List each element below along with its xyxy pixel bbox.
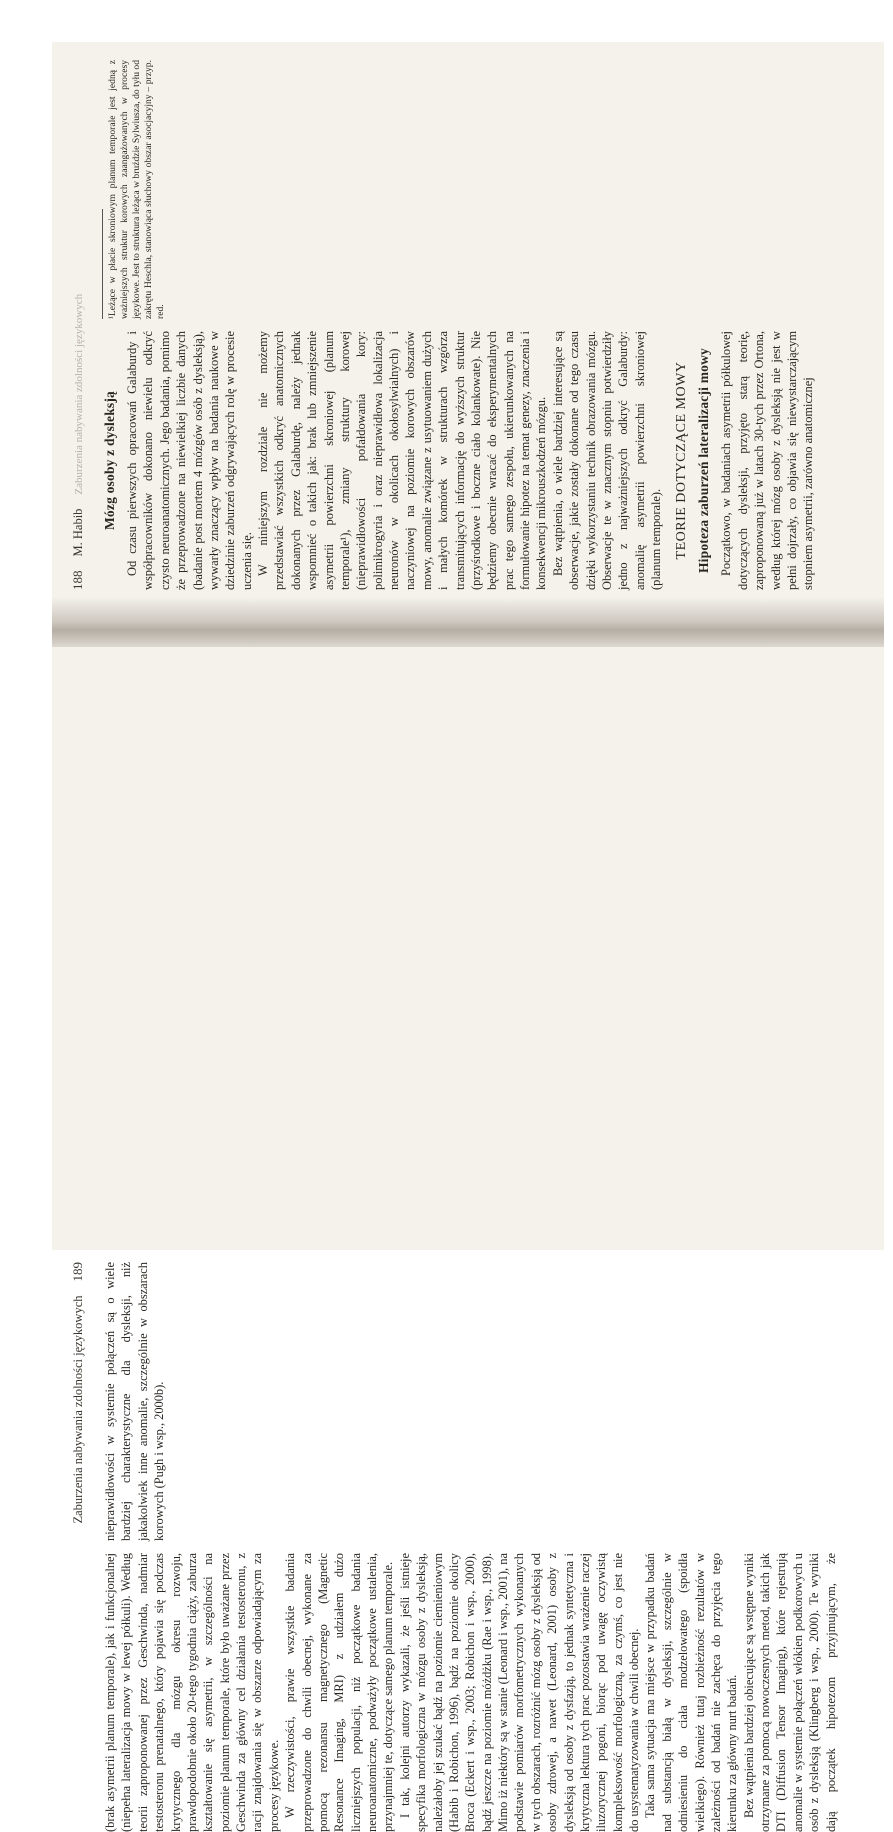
left-page-content	[70, 60, 860, 590]
right-page	[52, 647, 884, 1832]
right-body-text	[102, 1262, 842, 1832]
footnote-rule	[102, 209, 103, 319]
left-faint-header: Zaburzenia nabywania zdolności językowych	[73, 293, 85, 495]
paragraph: Bez wątpienia, o wiele bardziej interesujące są obserwacje, jakie zostały dokonane od tego czasu dzięki wykorzystaniu technik obrazowania mózgu. Obserwacje te w znacznym stopniu potwierdziły jedno z najważniejszych odkryć Galaburdy: anomalię asymetrii powierzchni skroniowej (planum temporale).	[550, 331, 663, 590]
left-running-header	[70, 60, 86, 590]
paragraph: W rzeczywistości, prawie wszystkie badania przeprowadzone do chwili obecnej, wykonane za pomocą rezonansu magnetycznego (Magnetic Resonance Imaging, MRI) z udziałem dużo liczniejszych populacji, niż początkowe badania neuroanatomiczne, podważyły początkowe ustalenia, przynajmniej te, dotyczące samego planum temporale.	[283, 1553, 396, 1832]
section-title: Mózg osoby z dysleksją	[102, 390, 117, 531]
paragraph: W niniejszym rozdziale nie możemy przedstawiać wszystkich odkryć anatomicznych dokonanych przez Galaburdę, należy jednak wspomnieć o takich jak: brak lub zmniejszenie asymetrii powierzchni skroniowej (planum temporale¹), zmiany struktury korowej (nieprawidłowości pofałdowania kory: polimikrogyria i oraz nieprawidłowa lokalizacja neuronów w okolicach okołosylwialnych) i naczyniowej na poziomie korowych obszarów mowy, anomalie związane z usytuowaniem dużych i małych komórek w strukturach wzgórza transmitujących informację do wyższych struktur (przyśrodkowe i boczne ciało kolankowate). Nie będziemy obecnie wracać do eksperymentalnych prac tego samego zespołu, ukierunkowanych na formułowanie hipotez na temat genezy, znaczenia i konsekwencji mikrouszkodzeń mózgu.	[256, 331, 549, 590]
paragraph: Od czasu pierwszych opracowań Galaburdy i współpracowników dokonano niewielu odkryć czysto neuroanatomicznych. Jego badania, pomimo że przeprowadzone na niewielkiej liczbie danych (badanie post mortem 4 mózgów osób z dysleksją), wywarły znaczący wpływ na badania naukowe w dziedzinie zaburzeń odgrywających rolę w procesie uczenia się.	[125, 331, 254, 590]
right-running-title: Zaburzenia nabywania zdolności językowych	[71, 1295, 85, 1524]
left-running-author: M. Habib	[71, 508, 85, 557]
footnote: ¹Leżące w płacie skroniowym planum temporale jest jedną z ważniejszych struktur korowych zaangażowanych w procesy językowe. Jest to struktura leżąca w bruździe Sylwiusza, do tyłu od zakrętu Heschla, stanowiąca słuchowy obszar asocjacyjny – przyp. red.	[107, 60, 166, 319]
scanned-book-spread	[52, 42, 884, 1832]
right-page-number: 189	[70, 1262, 85, 1282]
right-page-content	[70, 1262, 860, 1832]
paragraph: Bez wątpienia bardziej obiecujące są wstępne wyniki otrzymane za pomocą nowoczesnych metod, takich jak DTI (Diffusion Tensor Imaging), które rejestrują anomalie w systemie połączeń włókien podkorowych u osób z dysleksją (Klingberg i wsp., 2000). Te wyniki dają początek hipotezom przyjmującym, że nieprawidłowości w systemie połączeń są o wiele bardziej charakterystyczne dla dysleksji, niż jakakolwiek inne anomalie, szczególnie w obszarach korowych (Pugh i wsp., 2000b).	[103, 1262, 838, 1832]
paragraph: I tak, kolejni autorzy wykazali, że jeśli istnieje specyfika morfologiczna w mózgu osoby z dysleksją, należałoby jej szukać bądź na poziomie ciemieniowym (Habib i Robichon, 1996), bądź na poziomie okolicy Broca (Eckert i wsp., 2003; Robichon i wsp., 2000), bądź jeszcze na poziomie móżdżku (Rae i wsp., 1998). Mimo iż niektóry są w stanie (Leonard i wsp., 2001), na podstawie pomiarów morfometrycznych wykonanych w tych obszarach, rozróżnić mózg osoby z dysleksją od osoby zdrowej, a nawet (Leonard, 2001) osoby z dysleksją od osoby z dysfazją, to jednak syntetyczna i krytyczna lektura tych prac pozostawia wrażenie raczej iluzorycznej pogoni, biorąc pod uwagę oczywistą kompleksowość morfologiczną, za czymś, co jest nie do usystematyzowania w chwili obecnej.	[397, 1553, 641, 1832]
paragraph: Taka sama sytuacja ma miejsce w przypadku badań nad substancją białą w dysleksji, szczególnie w odniesieniu do ciała modzelowatego (spoidła wielkiego). Również tutaj rozbieżność rezultatów w zależności od badań nie zachęca do przyjęcia tego kierunku za główny nurt badań.	[643, 1553, 740, 1832]
chapter-title: TEORIE DOTYCZĄCE MOWY	[674, 361, 690, 560]
left-body-text	[102, 60, 822, 590]
paragraph: (brak asymetrii planum temporale), jak i funkcjonalnej (niepełna lateralizacja mowy w lewej półkuli). Według teorii zaproponowanej przez Geschwinda, nadmiar testosteronu prenatalnego, który pojawia się podczas krytycznego dla mózgu okresu rozwoju, prawdopodobnie około 20-tego tygodnia ciąży, zaburza kształtowanie się asymetrii, w szczególności na poziomie planum temporale, które było uważane przez Geschwinda za główny cel działania testosteronu, z racji znajdowania się w obszarze odpowiadającym za procesy językowe.	[103, 1553, 281, 1832]
left-page	[52, 42, 884, 607]
left-page-number: 188	[70, 570, 85, 590]
paragraph: Początkowo, w badaniach asymetrii półkulowej dotyczących dysleksji, przyjęto starą teorię, zaproponowaną już w latach 30-tych przez Ortona, według której mózg osoby z dysleksją nie jest w pełni dojrzały, co objawia się niewystarczającym stopniem asymetrii, zarówno anatomicznej	[719, 331, 816, 590]
right-running-header	[70, 1262, 86, 1832]
subsection-title: Hipoteza zaburzeń lateralizacji mowy	[696, 348, 712, 574]
